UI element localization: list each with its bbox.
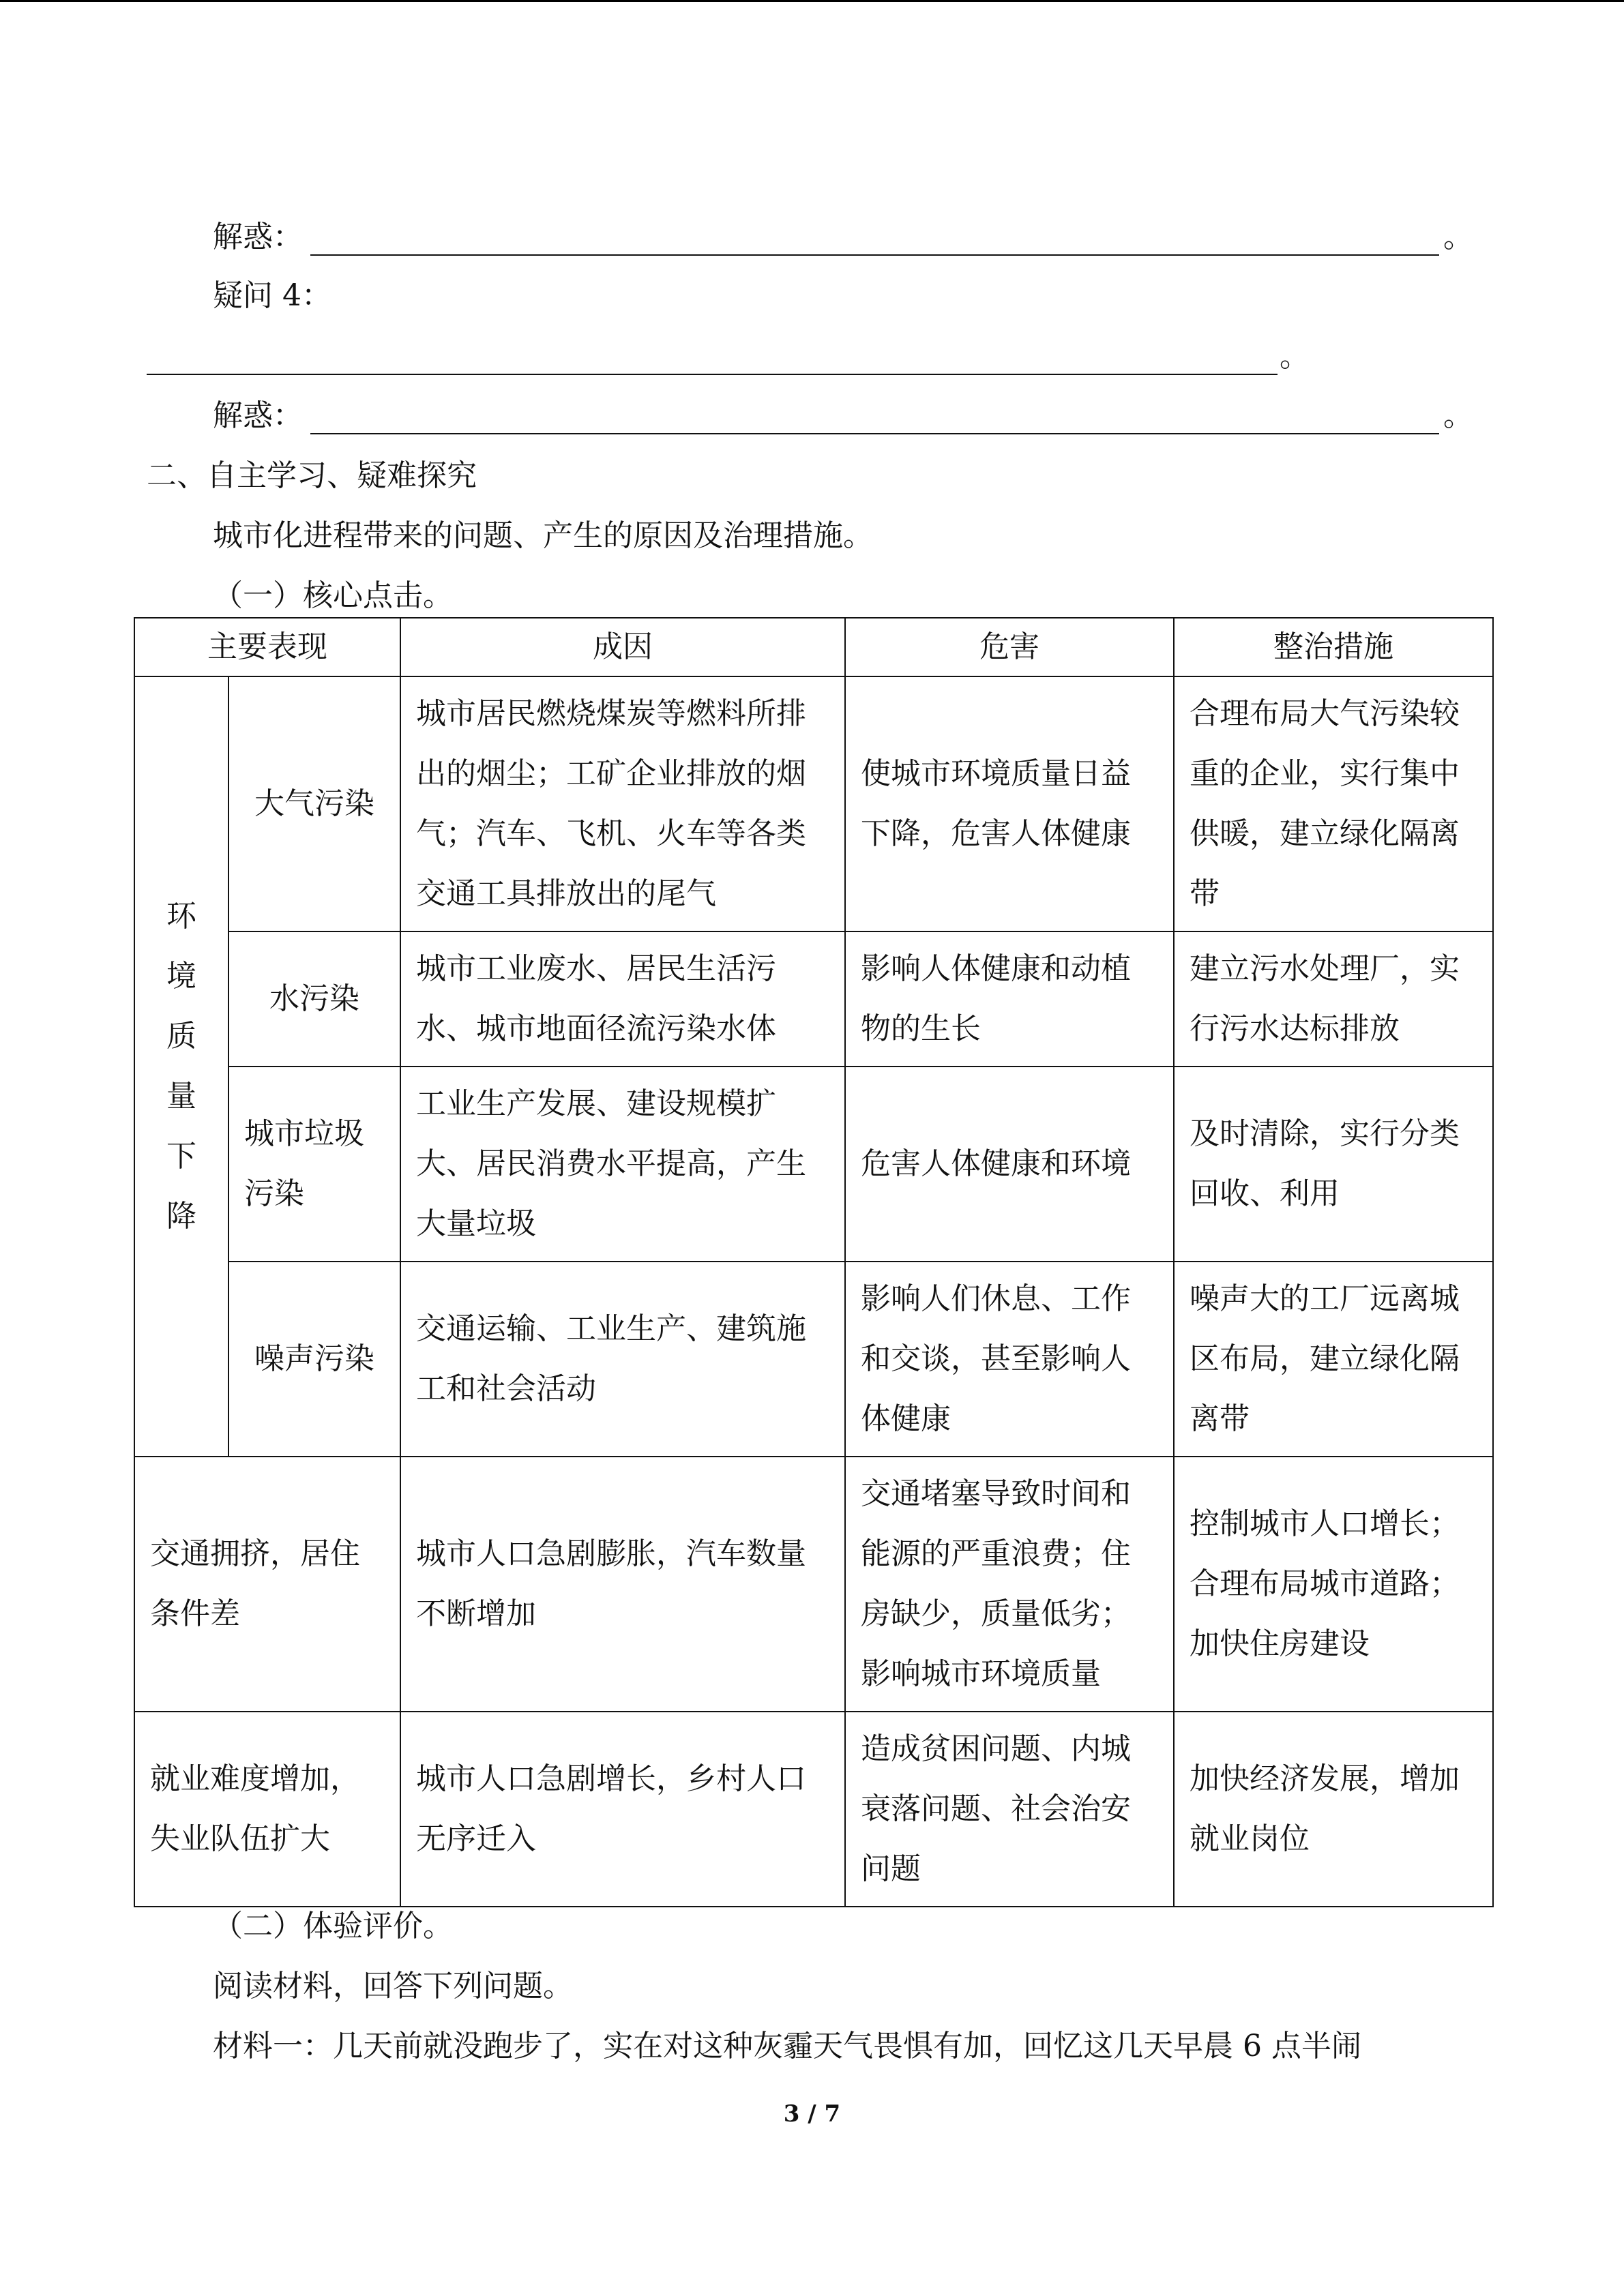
table-row [134, 676, 1493, 931]
question-4-blank[interactable] [147, 374, 1278, 375]
answer-blank-2[interactable] [310, 433, 1439, 434]
row-type-cell: 噪声污染 [228, 1262, 400, 1457]
urban-problems-table [134, 617, 1494, 1907]
period-1: 。 [1443, 220, 1473, 254]
table-row [134, 1712, 1493, 1907]
experience-eval-heading: （二）体验评价。 [213, 1909, 453, 1943]
period-3: 。 [1443, 398, 1473, 433]
header-main-manifestation: 主要表现 [134, 618, 400, 676]
row-type-cell: 水污染 [228, 931, 400, 1067]
question-4-label: 疑问 4： [213, 278, 331, 313]
page-top-border [0, 0, 1624, 2]
harm-cell: 危害人体健康和环境 [845, 1067, 1174, 1262]
page-number: 3 / 7 [783, 2100, 841, 2128]
table-header-row [134, 618, 1493, 676]
cause-cell: 工业生产发展、建设规模扩大、居民消费水平提高，产生大量垃圾 [400, 1067, 845, 1262]
row-type-cell: 交通拥挤，居住条件差 [134, 1457, 400, 1712]
env-quality-group-label: 环境质量下降 [166, 899, 196, 1234]
answer-label-2: 解惑： [213, 398, 303, 433]
period-2: 。 [1280, 339, 1310, 374]
material-1-text: 材料一：几天前就没跑步了，实在对这种灰霾天气畏惧有加，回忆这几天早晨 6 点半闹 [213, 2029, 1361, 2063]
cause-cell: 城市人口急剧膨胀，汽车数量不断增加 [400, 1457, 845, 1712]
answer-blank-1[interactable] [310, 254, 1439, 256]
answer-label-1: 解惑： [213, 220, 303, 254]
harm-cell: 使城市环境质量日益下降，危害人体健康 [845, 676, 1174, 931]
cause-cell: 城市人口急剧增长，乡村人口无序迁入 [400, 1712, 845, 1907]
reading-instruction: 阅读材料，回答下列问题。 [213, 1969, 573, 2003]
section-2-intro: 城市化进程带来的问题、产生的原因及治理措施。 [213, 518, 873, 553]
header-measures: 整治措施 [1174, 618, 1493, 676]
measure-cell: 建立污水处理厂，实行污水达标排放 [1174, 931, 1493, 1067]
harm-cell: 交通堵塞导致时间和能源的严重浪费；住房缺少，质量低劣；影响城市环境质量 [845, 1457, 1174, 1712]
env-quality-group-cell [134, 676, 228, 1457]
row-type-cell: 大气污染 [228, 676, 400, 931]
core-points-heading: （一）核心点击。 [213, 578, 453, 613]
measure-cell: 合理布局大气污染较重的企业，实行集中供暖，建立绿化隔离带 [1174, 676, 1493, 931]
harm-cell: 影响人们休息、工作和交谈，甚至影响人体健康 [845, 1262, 1174, 1457]
row-type-cell: 城市垃圾污染 [228, 1067, 400, 1262]
cause-cell: 城市工业废水、居民生活污水、城市地面径流污染水体 [400, 931, 845, 1067]
measure-cell: 及时清除，实行分类回收、利用 [1174, 1067, 1493, 1262]
row-type-cell: 就业难度增加，失业队伍扩大 [134, 1712, 400, 1907]
cause-cell: 城市居民燃烧煤炭等燃料所排出的烟尘；工矿企业排放的烟气；汽车、飞机、火车等各类交通工具排放出的尾气 [400, 676, 845, 931]
table-row [134, 1457, 1493, 1712]
measure-cell: 加快经济发展，增加就业岗位 [1174, 1712, 1493, 1907]
header-harm: 危害 [845, 618, 1174, 676]
cause-cell: 交通运输、工业生产、建筑施工和社会活动 [400, 1262, 845, 1457]
measure-cell: 噪声大的工厂远离城区布局，建立绿化隔离带 [1174, 1262, 1493, 1457]
section-2-heading: 二、自主学习、疑难探究 [147, 458, 477, 493]
table-row [134, 931, 1493, 1067]
table-row [134, 1067, 1493, 1262]
harm-cell: 影响人体健康和动植物的生长 [845, 931, 1174, 1067]
measure-cell: 控制城市人口增长；合理布局城市道路；加快住房建设 [1174, 1457, 1493, 1712]
harm-cell: 造成贫困问题、内城衰落问题、社会治安问题 [845, 1712, 1174, 1907]
header-cause: 成因 [400, 618, 845, 676]
table-row [134, 1262, 1493, 1457]
